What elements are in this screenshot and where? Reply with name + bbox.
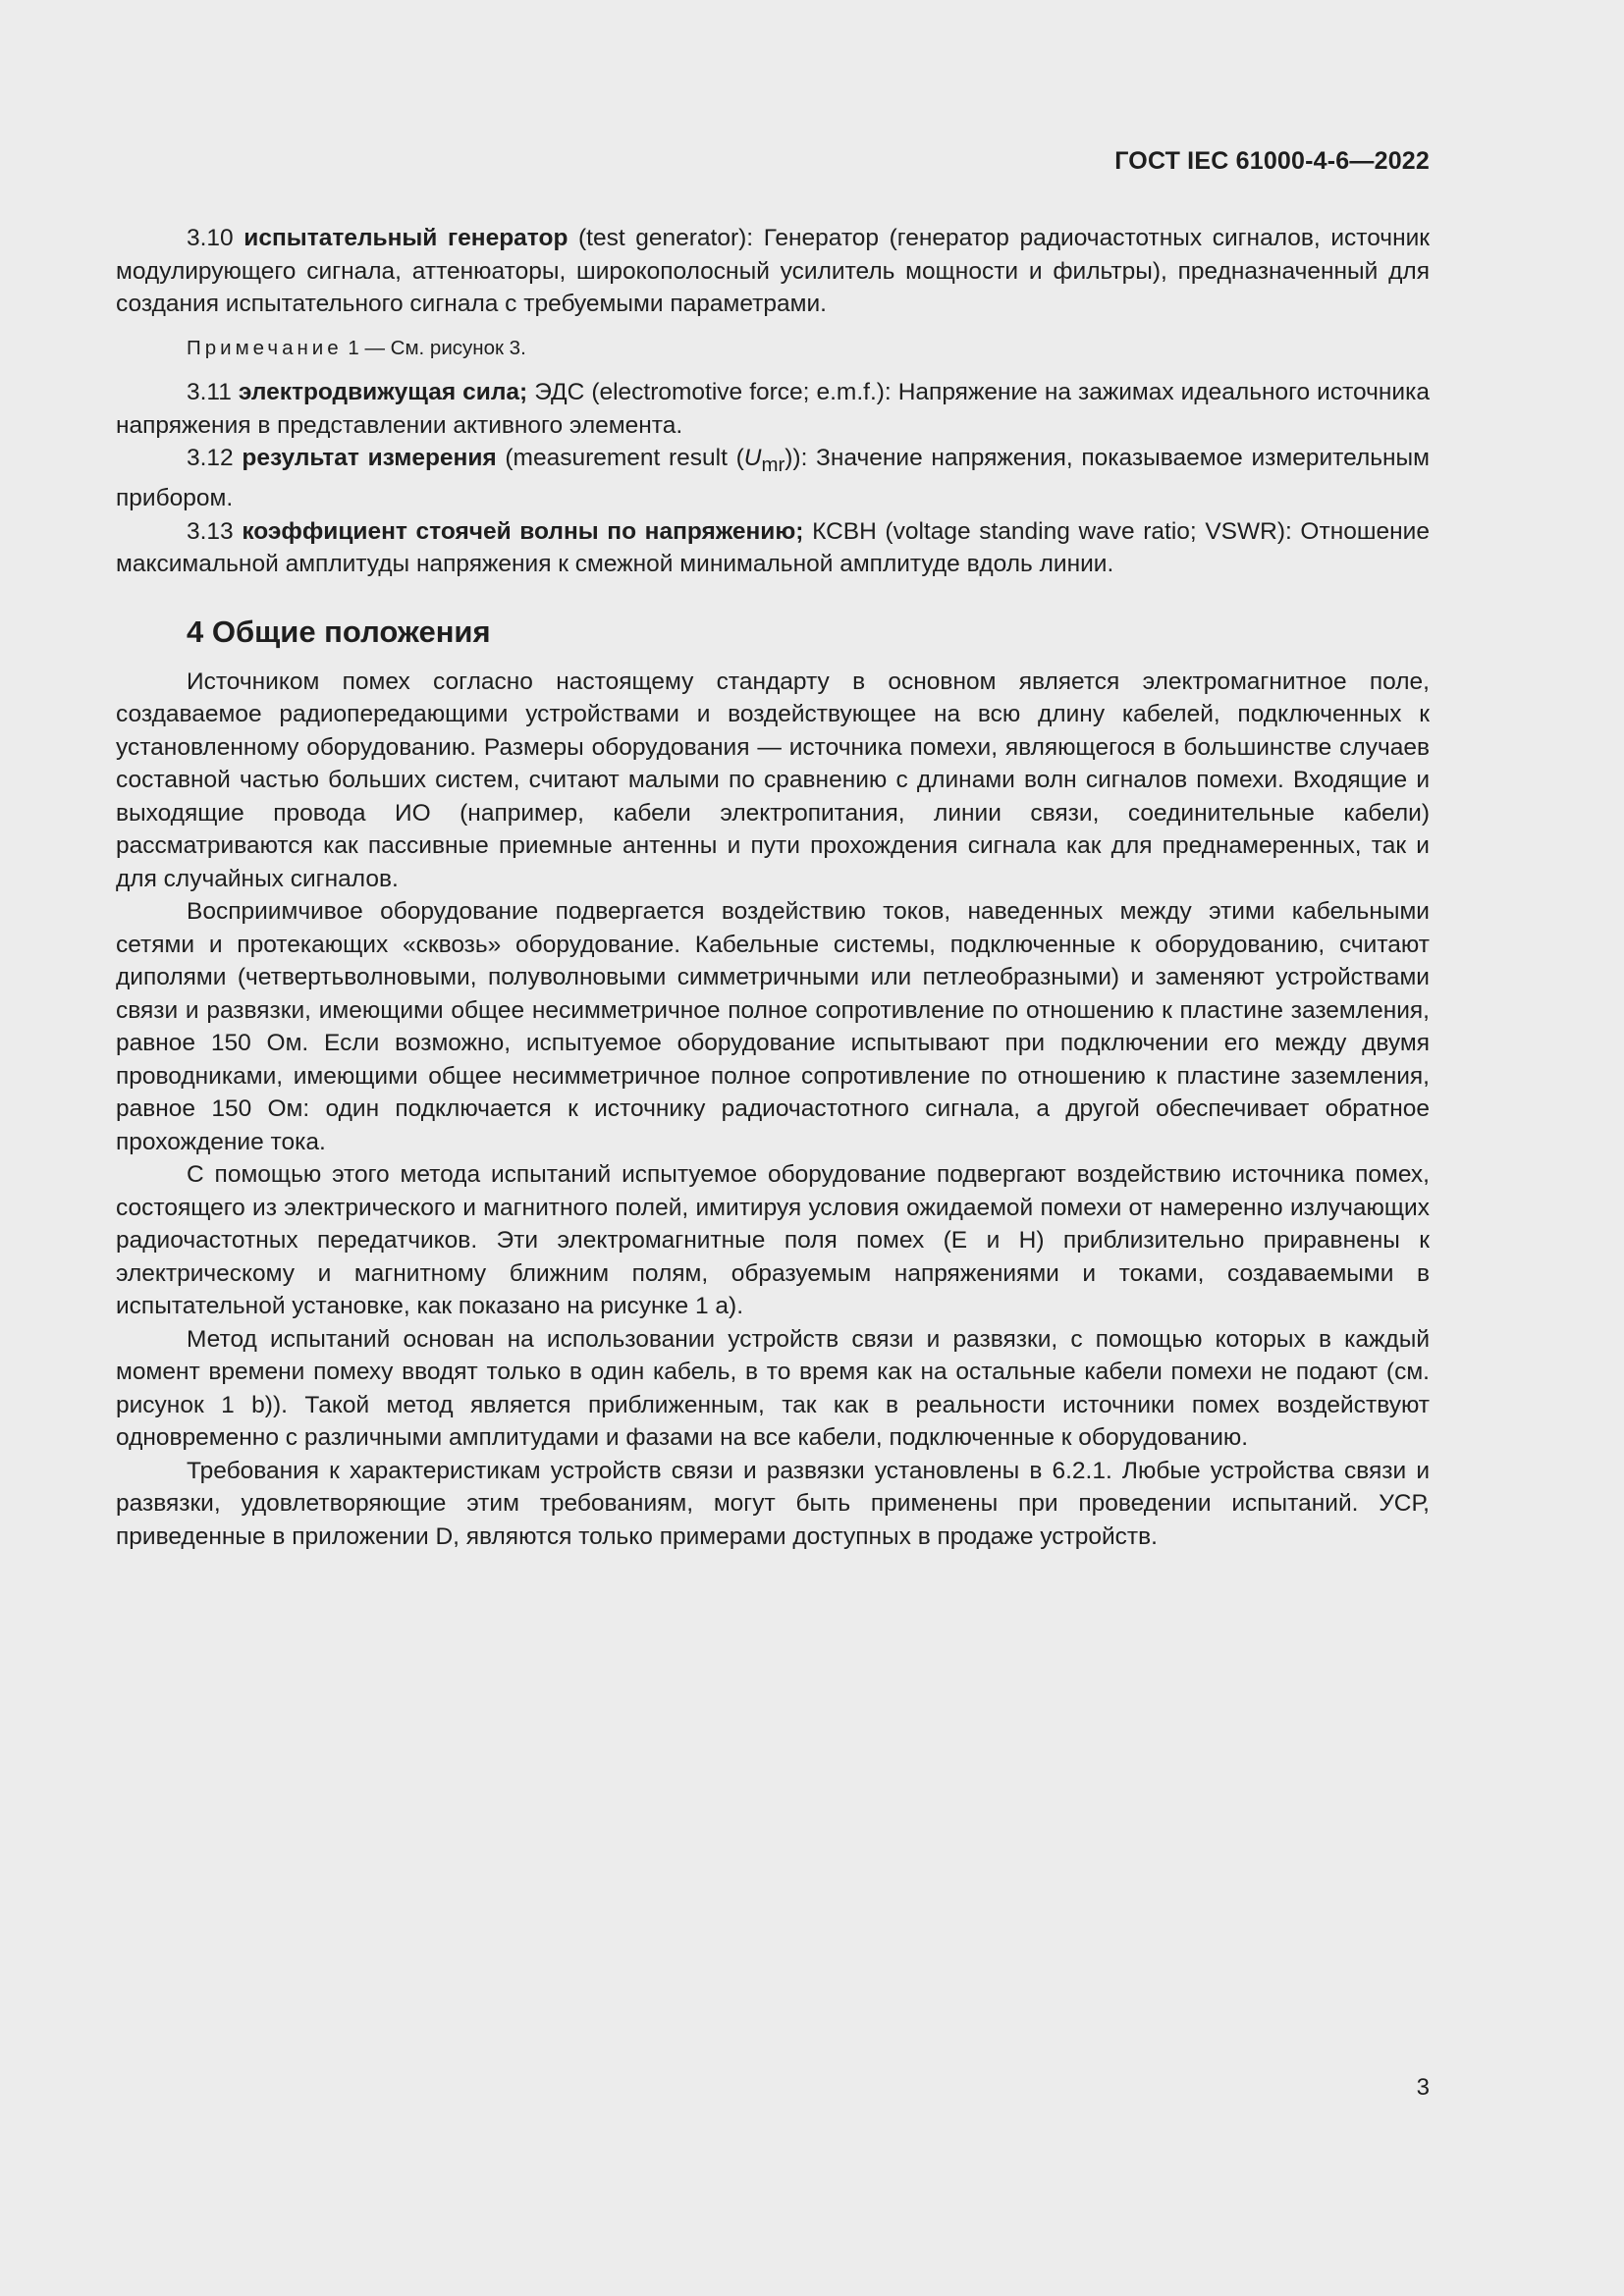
definition-number: 3.13: [187, 517, 234, 545]
section-paragraph: Восприимчивое оборудование подвергается воздействию токов, наведенных между этими кабельными сетями и протекающих «сквозь» оборудование. Кабельные системы, подключенные к оборудованию, считают диполями (четвертьволновыми, полуволновыми симметричными или петлеобразными) и заменяют устройствами связи и развязки, имеющими общее несимметричное полное сопротивление по отношению к пластине заземления, равное 150 Ом. Если возможно, испытуемое оборудование испытывают при подключении его между двумя проводниками, имеющими общее несимметричное полное сопротивление по отношению к пластине заземления, равное 150 Ом: один подключается к источнику радиочастотного сигнала, а другой обеспечивает обратное прохождение тока.: [116, 898, 1430, 1155]
definition-3-13: [116, 515, 1430, 581]
note-text: 1 — См. рисунок 3.: [342, 336, 526, 359]
definition-3-11: [116, 376, 1430, 442]
section-paragraph: Требования к характеристикам устройств связи и развязки установлены в 6.2.1. Любые устройства связи и развязки, удовлетворяющие этим требованиям, могут быть применены при проведении испытаний. УСР, приведенные в приложении D, являются только примерами доступных в продаже устройств.: [116, 1457, 1430, 1550]
definition-text: (test generator): Генератор (генератор радиочастотных сигналов, источник модулирующего сигнала, аттенюаторы, широкополосный усилитель мощности и фильтры), предназначенный для создания испытательного сигнала с требуемыми параметрами.: [116, 225, 1431, 317]
definition-term: результат измерения: [242, 445, 497, 471]
note-label: Примечание: [187, 336, 343, 359]
document-code-header: ГОСТ IEC 61000-4-6—2022: [1114, 147, 1430, 175]
section-paragraph: Метод испытаний основан на использовании устройств связи и развязки, с помощью которых в каждый момент времени помеху вводят только в один кабель, в то время как на остальные кабели помехи не подают (см. рисунок 1 b)). Такой метод является приближенным, так как в реальности источники помех воздействуют одновременно с различными амплитудами и фазами на все кабели, подключенные к оборудованию.: [116, 1325, 1430, 1452]
page-content: [116, 222, 1430, 1553]
definition-3-12: [116, 442, 1430, 515]
symbol-u: U: [743, 445, 762, 471]
definition-term: испытательный генератор: [244, 225, 568, 251]
page-number: 3: [1416, 2074, 1430, 2101]
symbol-subscript: mr: [761, 454, 785, 476]
definition-text-after: )): Значение напряжения, показываемое измерительным прибором.: [116, 445, 1430, 512]
section-paragraph: Источником помех согласно настоящему стандарту в основном является электромагнитное поле, создаваемое радиопередающими устройствами и воздействующее на всю длину кабелей, подключенных к установленному оборудованию. Размеры оборудования — источника помехи, являющегося в большинстве случаев составной частью больших систем, считают малыми по сравнению с длинами волн сигналов помехи. Входящие и выходящие провода ИО (например, кабели электропитания, линии связи, соединительные кабели) рассматриваются как пассивные приемные антенны и пути прохождения сигнала как для преднамеренных, так и для случайных сигналов.: [116, 667, 1430, 892]
definition-number: 3.11: [187, 379, 232, 405]
definition-text: КСВН (voltage standing wave ratio; VSWR): Отношение максимальной амплитуды напряжения к смежной минимальной амплитуде вдоль линии.: [116, 517, 1430, 578]
section-paragraph: С помощью этого метода испытаний испытуемое оборудование подвергают воздействию источника помех, состоящего из электрического и магнитного полей, имитируя условия ожидаемой помехи от намеренно излучающих радиочастотных передатчиков. Эти электромагнитные поля помех (E и H) приблизительно приравнены к электрическому и магнитному ближним полям, образуемым напряжениями и токами, создаваемыми в испытательной установке, как показано на рисунке 1 a).: [116, 1161, 1430, 1320]
definition-number: 3.12: [187, 445, 234, 471]
definition-term: электродвижущая сила;: [238, 379, 528, 405]
definition-text: ЭДС (electromotive force; e.m.f.): Напряжение на зажимах идеального источника напряжения в представлении активного элемента.: [116, 379, 1431, 439]
definition-number: 3.10: [187, 225, 234, 251]
note-1: [116, 332, 1430, 365]
section-heading: 4 Общие положения: [187, 614, 491, 649]
definition-text-before: (measurement result (: [496, 445, 744, 471]
definition-term: коэффициент стоячей волны по напряжению;: [242, 517, 804, 545]
definition-3-10: [116, 222, 1430, 321]
